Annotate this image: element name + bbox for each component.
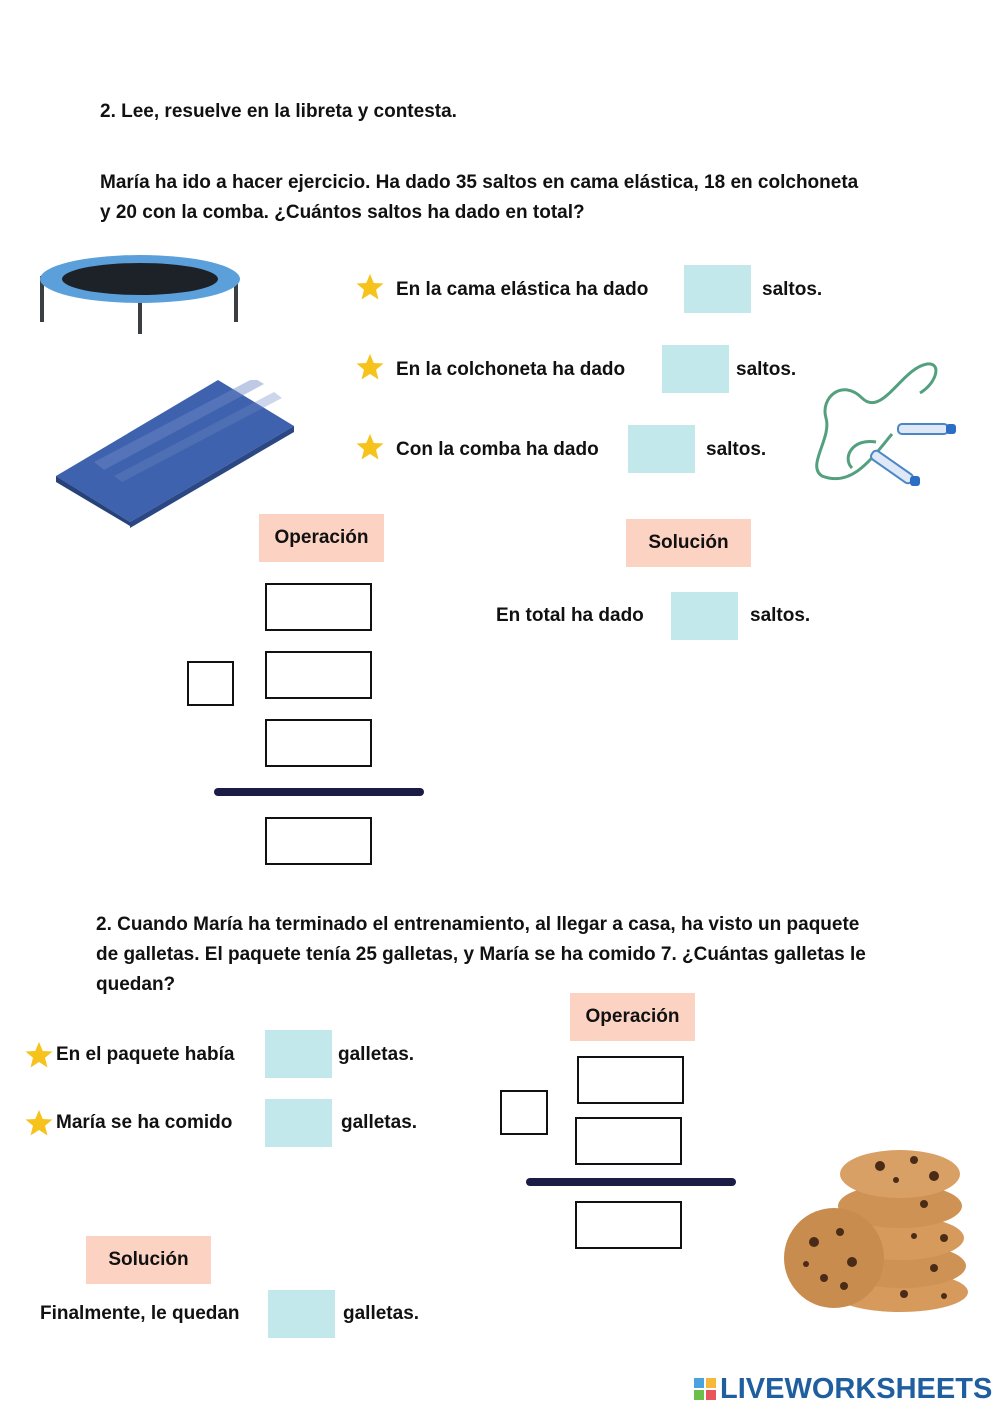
star-icon: [355, 352, 385, 382]
operand-2-input[interactable]: [265, 651, 372, 699]
cookies-image: [784, 1146, 974, 1316]
cookies-unit-label: galletas.: [343, 1303, 420, 1324]
answer-rope-input[interactable]: [628, 425, 695, 473]
problem1-statement: María ha ido a hacer ejercicio. Ha dado 35 saltos en cama elástica, 18 en colchoneta y 20 con la comba. ¿Cuántos saltos ha dado en total?: [100, 172, 859, 223]
solution-tag: Solución: [626, 519, 751, 567]
cookies-unit-label: galletas.: [338, 1044, 415, 1065]
operand-1-input[interactable]: [265, 583, 372, 631]
cookies-package-label: En el paquete había: [56, 1044, 235, 1065]
liveworksheets-brand: LIVEWORKSHEETS: [720, 1373, 993, 1405]
operator-input[interactable]: [500, 1090, 548, 1135]
result-input[interactable]: [575, 1201, 682, 1249]
gym-mat-image: [54, 380, 296, 528]
operator-input[interactable]: [187, 661, 234, 706]
subtraction-line: [526, 1178, 736, 1186]
total-label: En total ha dado: [496, 605, 644, 626]
answer-mat-input[interactable]: [662, 345, 729, 393]
jumps-rope-label: Con la comba ha dado: [396, 439, 599, 460]
operand-3-input[interactable]: [265, 719, 372, 767]
answer-package-input[interactable]: [265, 1030, 332, 1078]
star-icon: [24, 1108, 54, 1138]
jumps-unit-label: saltos.: [762, 279, 823, 300]
answer-trampoline-input[interactable]: [684, 265, 751, 313]
answer-eaten-input[interactable]: [265, 1099, 332, 1147]
operation-tag: Operación: [570, 993, 695, 1041]
liveworksheets-logo-icon: [694, 1378, 716, 1400]
jumps-trampoline-label: En la cama elástica ha dado: [396, 279, 649, 300]
problem1-heading: 2. Lee, resuelve en la libreta y contesta.: [100, 101, 457, 122]
jumps-mat-label: En la colchoneta ha dado: [396, 359, 626, 380]
jumps-unit-label: saltos.: [736, 359, 797, 380]
operation-tag: Operación: [259, 514, 384, 562]
jumps-unit-label: saltos.: [706, 439, 767, 460]
result-input[interactable]: [265, 817, 372, 865]
solution-tag: Solución: [86, 1236, 211, 1284]
star-icon: [355, 272, 385, 302]
answer-remaining-input[interactable]: [268, 1290, 335, 1338]
problem2-statement: 2. Cuando María ha terminado el entrenamiento, al llegar a casa, ha visto un paquete de galletas. El paquete tenía 25 galletas, y María se ha comido 7. ¿Cuántas galletas le quedan?: [96, 914, 866, 995]
operand-1-input[interactable]: [577, 1056, 684, 1104]
remaining-label: Finalmente, le quedan: [40, 1303, 240, 1324]
answer-total-input[interactable]: [671, 592, 738, 640]
jump-rope-image: [812, 358, 962, 490]
sum-line: [214, 788, 424, 796]
operand-2-input[interactable]: [575, 1117, 682, 1165]
trampoline-image: [36, 252, 246, 338]
cookies-eaten-label: María se ha comido: [56, 1112, 233, 1133]
jumps-unit-label: saltos.: [750, 605, 811, 626]
star-icon: [24, 1040, 54, 1070]
cookies-unit-label: galletas.: [341, 1112, 418, 1133]
star-icon: [355, 432, 385, 462]
